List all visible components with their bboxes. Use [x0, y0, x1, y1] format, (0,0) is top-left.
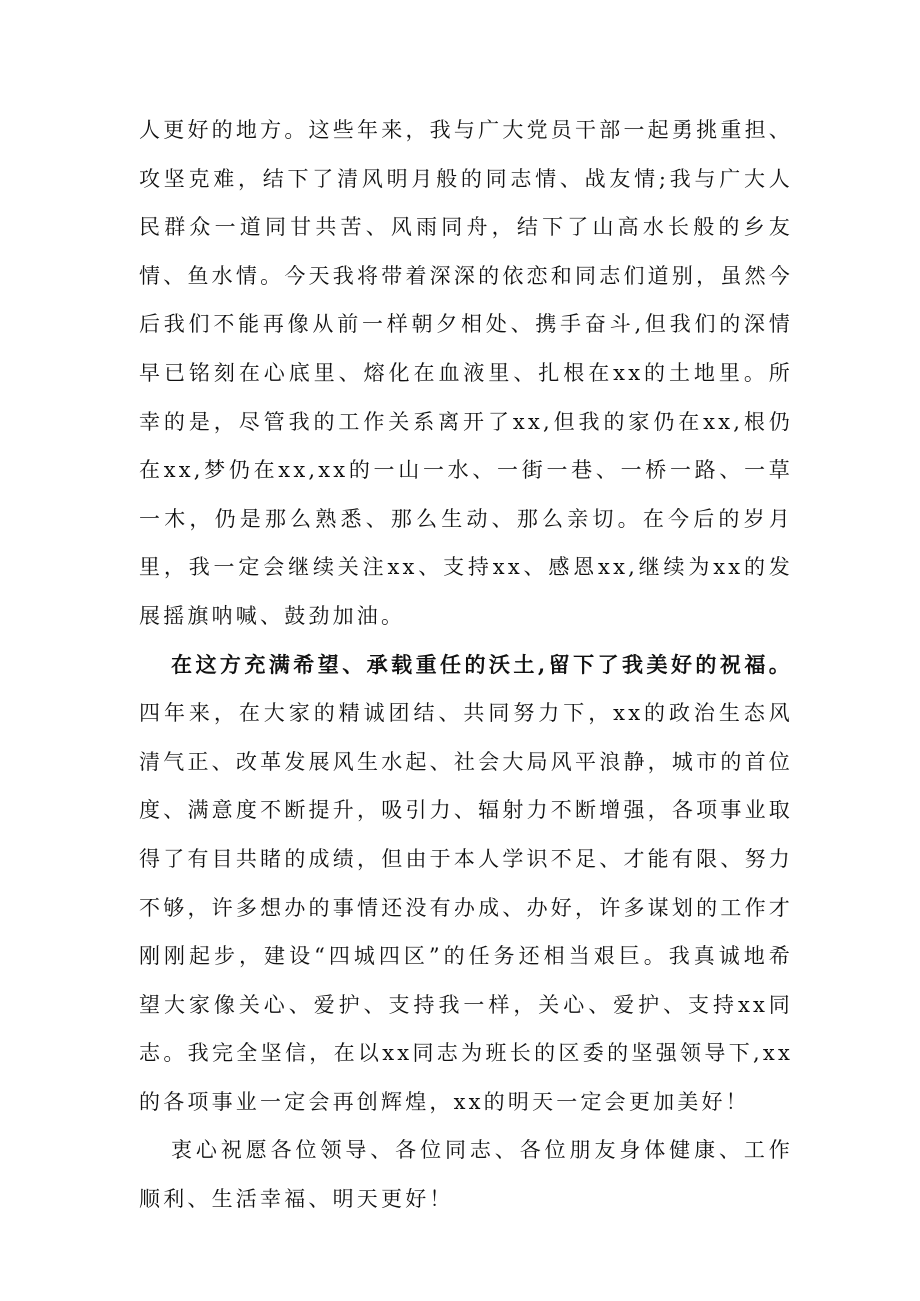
paragraph-3: [139, 1126, 793, 1223]
paragraph-2: [139, 641, 793, 1127]
paragraph-1: [139, 106, 793, 641]
paragraph-2-lead-bold: 在这方充满希望、承载重任的沃土,留下了我美好的祝福。: [171, 651, 793, 677]
paragraph-1-text: 人更好的地方。这些年来，我与广大党员干部一起勇挑重担、攻坚克难，结下了清风明月般的同志情、战友情;我与广大人民群众一道同甘共苦、风雨同舟，结下了山高水长般的乡友情、鱼水情。今天我将带着深深的依恋和同志们道别，虽然今后我们不能再像从前一样朝夕相处、携手奋斗,但我们的深情早已铭刻在心底里、熔化在血液里、扎根在xx的土地里。所幸的是，尽管我的工作关系离开了xx,但我的家仍在xx,根仍在xx,梦仍在xx,xx的一山一水、一街一巷、一桥一路、一草一木，仍是那么熟悉、那么生动、那么亲切。在今后的岁月里，我一定会继续关注xx、支持xx、感恩xx,继续为xx的发展摇旗呐喊、鼓劲加油。: [139, 118, 793, 628]
document-body: [139, 106, 793, 1224]
paragraph-2-text: 四年来，在大家的精诚团结、共同努力下，xx的政治生态风清气正、改革发展风生水起、社会大局风平浪静，城市的首位度、满意度不断提升，吸引力、辐射力不断增强，各项事业取得了有目共睹的成绩，但由于本人学识不足、才能有限、努力不够，许多想办的事情还没有办成、办好，许多谋划的工作才刚刚起步，建设“四城四区”的任务还相当艰巨。我真诚地希望大家像关心、爱护、支持我一样，关心、爱护、支持xx同志。我完全坚信，在以xx同志为班长的区委的坚强领导下,xx的各项事业一定会再创辉煌，xx的明天一定会更加美好！: [139, 701, 793, 1114]
paragraph-3-text: 衷心祝愿各位领导、各位同志、各位朋友身体健康、工作顺利、生活幸福、明天更好！: [139, 1138, 793, 1212]
